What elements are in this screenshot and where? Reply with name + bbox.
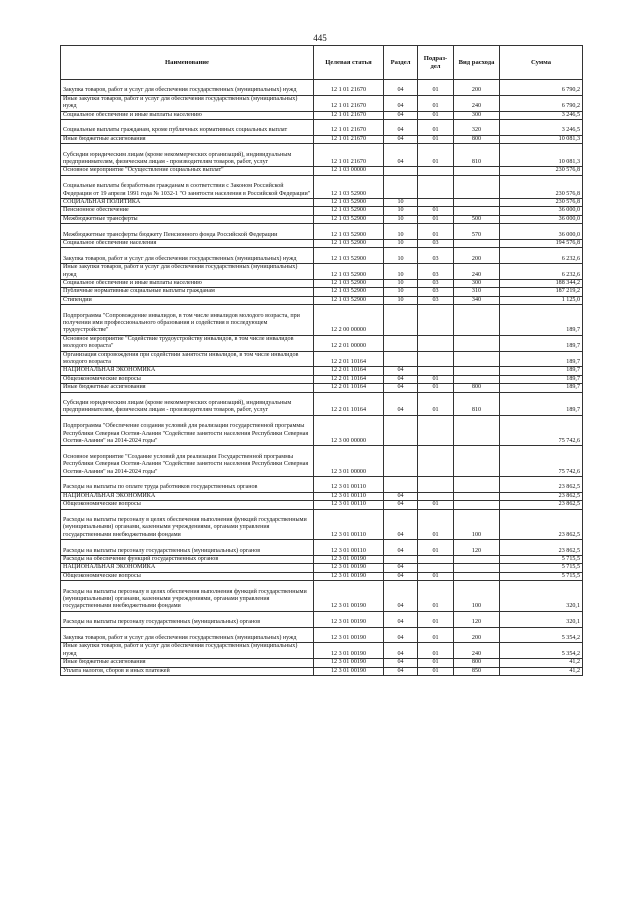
row-subsection-cell: 01 — [418, 375, 454, 383]
row-sum-cell: 5 354,2 — [500, 627, 583, 643]
row-section-cell — [384, 335, 418, 351]
row-section-cell: 10 — [384, 240, 418, 248]
row-sum-cell: 187 219,2 — [500, 288, 583, 296]
table-row — [61, 375, 583, 383]
table-row — [61, 335, 583, 351]
row-type-cell: 120 — [454, 540, 500, 556]
row-code-cell: 12 1 01 21670 — [314, 120, 384, 136]
row-type-cell — [454, 167, 500, 175]
row-name-cell: Межбюджетные трансферты бюджету Пенсионного фонда Российской Федерации — [61, 224, 314, 240]
row-subsection-cell — [418, 305, 454, 336]
row-sum-cell: 10 081,3 — [500, 144, 583, 167]
row-subsection-cell: 01 — [418, 95, 454, 111]
row-section-cell: 04 — [384, 564, 418, 572]
row-name-cell: Социальные выплаты безработным гражданам в соответствии с Законом Российской Федерации от 19 апреля 1991 года № 1032-1 "О занятости населения в Российской Федерации" — [61, 175, 314, 198]
row-sum-cell: 6 790,2 — [500, 80, 583, 96]
row-section-cell: 04 — [384, 581, 418, 612]
row-code-cell: 12 1 03 52900 — [314, 248, 384, 264]
row-sum-cell: 3 246,5 — [500, 120, 583, 136]
row-sum-cell: 189,7 — [500, 384, 583, 392]
row-type-cell — [454, 199, 500, 207]
row-type-cell — [454, 501, 500, 509]
row-code-cell: 12 3 01 00110 — [314, 492, 384, 500]
row-name-cell: НАЦИОНАЛЬНАЯ ЭКОНОМИКА — [61, 492, 314, 500]
row-code-cell: 12 1 01 21670 — [314, 144, 384, 167]
row-code-cell: 12 3 01 00190 — [314, 564, 384, 572]
row-code-cell: 12 1 01 21670 — [314, 135, 384, 143]
row-type-cell: 240 — [454, 264, 500, 280]
row-section-cell: 04 — [384, 144, 418, 167]
row-type-cell: 300 — [454, 280, 500, 288]
row-code-cell: 12 3 01 00110 — [314, 509, 384, 540]
row-type-cell: 500 — [454, 215, 500, 223]
row-sum-cell: 5 715,5 — [500, 556, 583, 564]
row-code-cell: 12 3 01 00110 — [314, 540, 384, 556]
table-row — [61, 135, 583, 143]
row-subsection-cell — [418, 415, 454, 446]
row-code-cell: 12 2 01 10164 — [314, 375, 384, 383]
row-section-cell: 10 — [384, 288, 418, 296]
row-section-cell — [384, 351, 418, 367]
table-row — [61, 288, 583, 296]
row-sum-cell: 1 125,0 — [500, 296, 583, 304]
row-subsection-cell — [418, 446, 454, 477]
table-row — [61, 477, 583, 493]
row-subsection-cell: 01 — [418, 392, 454, 415]
table-row — [61, 95, 583, 111]
row-code-cell: 12 3 01 00190 — [314, 627, 384, 643]
row-subsection-cell: 01 — [418, 611, 454, 627]
row-name-cell: Иные бюджетные ассигнования — [61, 659, 314, 667]
row-section-cell: 04 — [384, 501, 418, 509]
row-name-cell: Закупка товаров, работ и услуг для обеспечения государственных (муниципальных) нужд — [61, 627, 314, 643]
row-section-cell: 04 — [384, 384, 418, 392]
row-code-cell: 12 3 01 00190 — [314, 581, 384, 612]
row-sum-cell: 189,7 — [500, 392, 583, 415]
row-sum-cell: 320,1 — [500, 581, 583, 612]
row-name-cell: Подпрограмма "Сопровождение инвалидов, в том числе инвалидов молодого возраста, при получении ими профессионального образования и содействия в последующем трудоустройстве" — [61, 305, 314, 336]
row-section-cell: 04 — [384, 392, 418, 415]
row-subsection-cell: 01 — [418, 224, 454, 240]
row-subsection-cell: 01 — [418, 627, 454, 643]
row-sum-cell: 41,2 — [500, 667, 583, 675]
row-subsection-cell: 03 — [418, 280, 454, 288]
row-section-cell: 10 — [384, 215, 418, 223]
row-subsection-cell: 03 — [418, 240, 454, 248]
row-section-cell: 04 — [384, 135, 418, 143]
row-subsection-cell: 01 — [418, 384, 454, 392]
row-type-cell — [454, 335, 500, 351]
row-section-cell: 04 — [384, 643, 418, 659]
row-sum-cell: 189,7 — [500, 375, 583, 383]
row-section-cell: 04 — [384, 611, 418, 627]
row-sum-cell: 23 862,5 — [500, 492, 583, 500]
row-sum-cell: 75 742,6 — [500, 446, 583, 477]
row-type-cell: 120 — [454, 611, 500, 627]
header-name: Наименование — [61, 46, 314, 80]
row-sum-cell: 5 715,5 — [500, 564, 583, 572]
row-subsection-cell: 01 — [418, 207, 454, 215]
row-code-cell: 12 3 01 00190 — [314, 611, 384, 627]
row-name-cell: Общеэкономические вопросы — [61, 375, 314, 383]
row-section-cell: 04 — [384, 572, 418, 580]
row-subsection-cell: 03 — [418, 288, 454, 296]
row-type-cell: 300 — [454, 111, 500, 119]
row-name-cell: Подпрограмма "Обеспечение создания условий для реализации государственной программы Республики Северная Осетия-Алания "Содействие занятости населения Республики Северная Осетия-Алания" на 2014-2024 годы" — [61, 415, 314, 446]
row-section-cell: 04 — [384, 540, 418, 556]
row-code-cell: 12 2 01 10164 — [314, 392, 384, 415]
row-type-cell — [454, 175, 500, 198]
row-section-cell: 04 — [384, 120, 418, 136]
row-code-cell: 12 3 01 00110 — [314, 501, 384, 509]
row-subsection-cell — [418, 477, 454, 493]
row-name-cell: Закупка товаров, работ и услуг для обеспечения государственных (муниципальных) нужд — [61, 248, 314, 264]
row-subsection-cell — [418, 351, 454, 367]
row-type-cell: 240 — [454, 643, 500, 659]
table-row — [61, 280, 583, 288]
row-type-cell — [454, 375, 500, 383]
row-subsection-cell: 01 — [418, 643, 454, 659]
row-section-cell: 04 — [384, 667, 418, 675]
row-sum-cell: 230 576,8 — [500, 167, 583, 175]
row-subsection-cell: 03 — [418, 296, 454, 304]
row-subsection-cell: 01 — [418, 135, 454, 143]
row-name-cell: НАЦИОНАЛЬНАЯ ЭКОНОМИКА — [61, 564, 314, 572]
row-section-cell: 04 — [384, 627, 418, 643]
row-sum-cell: 23 862,5 — [500, 477, 583, 493]
table-row — [61, 501, 583, 509]
table-row — [61, 564, 583, 572]
row-subsection-cell: 01 — [418, 111, 454, 119]
row-subsection-cell: 01 — [418, 509, 454, 540]
row-name-cell: Расходы на выплаты персоналу в целях обеспечения выполнения функций государственными (муниципальными) органами, казенными учреждениями, органами управления государственными внебюджетными фондами — [61, 581, 314, 612]
row-subsection-cell — [418, 556, 454, 564]
row-code-cell: 12 3 01 00190 — [314, 667, 384, 675]
row-name-cell: Публичные нормативные социальные выплаты гражданам — [61, 288, 314, 296]
table-row — [61, 611, 583, 627]
row-type-cell: 100 — [454, 581, 500, 612]
row-name-cell: Основное мероприятие "Содействие трудоустройству инвалидов, в том числе инвалидов молодого возраста" — [61, 335, 314, 351]
row-sum-cell: 36 000,0 — [500, 215, 583, 223]
table-row — [61, 224, 583, 240]
table-row — [61, 199, 583, 207]
row-name-cell: Пенсионное обеспечение — [61, 207, 314, 215]
row-subsection-cell — [418, 335, 454, 351]
row-sum-cell: 230 576,8 — [500, 175, 583, 198]
row-subsection-cell: 01 — [418, 120, 454, 136]
row-type-cell: 200 — [454, 80, 500, 96]
table-row — [61, 540, 583, 556]
row-name-cell: Основное мероприятие "Создание условий для реализации Государственной программы Республики Северная Осетия-Алания "Содействие занятости населения Республики Северная Осетия-Алания" на 2014-2024 годы" — [61, 446, 314, 477]
row-sum-cell: 23 862,5 — [500, 501, 583, 509]
table-row — [61, 351, 583, 367]
row-type-cell: 800 — [454, 384, 500, 392]
row-type-cell: 310 — [454, 288, 500, 296]
row-sum-cell: 189,7 — [500, 351, 583, 367]
row-name-cell: Иные бюджетные ассигнования — [61, 135, 314, 143]
row-code-cell: 12 3 01 00190 — [314, 643, 384, 659]
row-subsection-cell: 01 — [418, 581, 454, 612]
row-sum-cell: 5 715,5 — [500, 572, 583, 580]
row-subsection-cell — [418, 199, 454, 207]
page-number: 445 — [313, 33, 327, 43]
row-code-cell: 12 1 03 00000 — [314, 167, 384, 175]
row-section-cell: 10 — [384, 207, 418, 215]
row-name-cell: Субсидии юридическим лицам (кроме некоммерческих организаций), индивидуальным предпринимателям, физическим лицам - производителям товаров, работ, услуг — [61, 144, 314, 167]
row-type-cell: 810 — [454, 144, 500, 167]
row-section-cell — [384, 477, 418, 493]
row-code-cell: 12 1 03 52900 — [314, 296, 384, 304]
table-row — [61, 305, 583, 336]
row-section-cell — [384, 167, 418, 175]
row-sum-cell: 41,2 — [500, 659, 583, 667]
row-name-cell: Уплата налогов, сборов и иных платежей — [61, 667, 314, 675]
table-row — [61, 111, 583, 119]
row-section-cell: 04 — [384, 95, 418, 111]
table-row — [61, 659, 583, 667]
row-sum-cell: 75 742,6 — [500, 415, 583, 446]
row-sum-cell: 6 232,6 — [500, 248, 583, 264]
table-row — [61, 492, 583, 500]
row-name-cell: Основное мероприятие "Осуществление социальных выплат" — [61, 167, 314, 175]
row-type-cell — [454, 305, 500, 336]
row-name-cell: Расходы на выплаты персоналу государственных (муниципальных) органов — [61, 540, 314, 556]
row-section-cell: 04 — [384, 492, 418, 500]
table-row — [61, 581, 583, 612]
row-code-cell: 12 1 03 52900 — [314, 224, 384, 240]
row-sum-cell: 23 862,5 — [500, 540, 583, 556]
row-subsection-cell: 01 — [418, 80, 454, 96]
table-row — [61, 415, 583, 446]
row-sum-cell: 23 862,5 — [500, 509, 583, 540]
row-section-cell: 04 — [384, 375, 418, 383]
row-type-cell — [454, 367, 500, 375]
row-sum-cell: 6 232,6 — [500, 264, 583, 280]
header-type: Вид расхода — [454, 46, 500, 80]
row-subsection-cell — [418, 564, 454, 572]
table-row — [61, 446, 583, 477]
row-type-cell — [454, 556, 500, 564]
row-code-cell: 12 1 03 52900 — [314, 175, 384, 198]
row-type-cell: 200 — [454, 248, 500, 264]
row-name-cell: НАЦИОНАЛЬНАЯ ЭКОНОМИКА — [61, 367, 314, 375]
row-code-cell: 12 1 03 52900 — [314, 264, 384, 280]
row-sum-cell: 189,7 — [500, 305, 583, 336]
row-subsection-cell: 01 — [418, 540, 454, 556]
row-type-cell: 100 — [454, 509, 500, 540]
row-code-cell: 12 1 01 21670 — [314, 111, 384, 119]
row-section-cell: 04 — [384, 111, 418, 119]
row-sum-cell: 189,7 — [500, 367, 583, 375]
row-code-cell: 12 2 01 00000 — [314, 335, 384, 351]
row-code-cell: 12 1 01 21670 — [314, 95, 384, 111]
row-name-cell: Расходы на выплаты персоналу в целях обеспечения выполнения функций государственными (муниципальными) органами, казенными учреждениями, органами управления государственными внебюджетными фондами — [61, 509, 314, 540]
table-row — [61, 240, 583, 248]
row-type-cell — [454, 446, 500, 477]
table-row — [61, 175, 583, 198]
row-type-cell: 320 — [454, 120, 500, 136]
row-sum-cell: 6 790,2 — [500, 95, 583, 111]
row-code-cell: 12 2 01 10164 — [314, 384, 384, 392]
row-type-cell — [454, 207, 500, 215]
row-type-cell: 800 — [454, 659, 500, 667]
row-section-cell: 04 — [384, 659, 418, 667]
row-section-cell: 10 — [384, 224, 418, 240]
row-section-cell: 04 — [384, 80, 418, 96]
row-code-cell: 12 3 01 00000 — [314, 446, 384, 477]
row-name-cell: Расходы на выплаты по оплате труда работников государственных органов — [61, 477, 314, 493]
row-name-cell: Общеэкономические вопросы — [61, 501, 314, 509]
row-sum-cell: 36 000,0 — [500, 224, 583, 240]
row-sum-cell: 5 354,2 — [500, 643, 583, 659]
row-name-cell: Межбюджетные трансферты — [61, 215, 314, 223]
row-subsection-cell — [418, 492, 454, 500]
row-sum-cell: 188 344,2 — [500, 280, 583, 288]
row-name-cell: Общеэкономические вопросы — [61, 572, 314, 580]
row-code-cell: 12 1 03 52900 — [314, 215, 384, 223]
row-section-cell — [384, 305, 418, 336]
row-code-cell: 12 1 03 52900 — [314, 288, 384, 296]
row-name-cell: СОЦИАЛЬНАЯ ПОЛИТИКА — [61, 199, 314, 207]
row-name-cell: Социальное обеспечение и иные выплаты населению — [61, 280, 314, 288]
row-name-cell: Субсидии юридическим лицам (кроме некоммерческих организаций), индивидуальным предпринимателям, физическим лицам - производителям товаров, работ, услуг — [61, 392, 314, 415]
row-type-cell — [454, 240, 500, 248]
row-subsection-cell — [418, 367, 454, 375]
table-row — [61, 384, 583, 392]
row-name-cell: Социальные выплаты гражданам, кроме публичных нормативных социальных выплат — [61, 120, 314, 136]
row-section-cell: 04 — [384, 509, 418, 540]
row-subsection-cell — [418, 175, 454, 198]
row-subsection-cell: 03 — [418, 264, 454, 280]
row-type-cell: 200 — [454, 627, 500, 643]
row-code-cell: 12 1 03 52900 — [314, 280, 384, 288]
table-row — [61, 367, 583, 375]
row-subsection-cell: 01 — [418, 215, 454, 223]
header-code: Целевая статья — [314, 46, 384, 80]
row-name-cell: Иные закупки товаров, работ и услуг для обеспечения государственных (муниципальных) нужд — [61, 643, 314, 659]
row-type-cell — [454, 351, 500, 367]
row-name-cell: Иные закупки товаров, работ и услуг для обеспечения государственных (муниципальных) нужд — [61, 95, 314, 111]
table-row — [61, 144, 583, 167]
row-type-cell — [454, 477, 500, 493]
row-sum-cell: 194 576,8 — [500, 240, 583, 248]
table-row — [61, 627, 583, 643]
table-row — [61, 392, 583, 415]
row-code-cell: 12 3 01 00190 — [314, 572, 384, 580]
table-row — [61, 556, 583, 564]
table-row — [61, 509, 583, 540]
table-row — [61, 296, 583, 304]
row-type-cell — [454, 415, 500, 446]
row-type-cell: 340 — [454, 296, 500, 304]
row-sum-cell: 320,1 — [500, 611, 583, 627]
row-code-cell: 12 3 01 00190 — [314, 556, 384, 564]
table-row — [61, 264, 583, 280]
table-row — [61, 215, 583, 223]
row-sum-cell: 10 081,3 — [500, 135, 583, 143]
row-section-cell: 10 — [384, 296, 418, 304]
row-section-cell: 10 — [384, 280, 418, 288]
row-code-cell: 12 3 00 00000 — [314, 415, 384, 446]
row-type-cell: 810 — [454, 392, 500, 415]
row-section-cell — [384, 415, 418, 446]
row-sum-cell: 36 000,0 — [500, 207, 583, 215]
row-section-cell — [384, 175, 418, 198]
row-section-cell: 10 — [384, 199, 418, 207]
table-row — [61, 120, 583, 136]
row-name-cell: Социальное обеспечение населения — [61, 240, 314, 248]
table-row — [61, 80, 583, 96]
row-section-cell — [384, 556, 418, 564]
row-subsection-cell: 01 — [418, 144, 454, 167]
row-section-cell: 10 — [384, 248, 418, 264]
table-row — [61, 572, 583, 580]
row-code-cell: 12 3 01 00110 — [314, 477, 384, 493]
row-subsection-cell: 03 — [418, 248, 454, 264]
row-type-cell — [454, 572, 500, 580]
row-section-cell — [384, 446, 418, 477]
table-row — [61, 667, 583, 675]
row-type-cell — [454, 564, 500, 572]
row-name-cell: Закупка товаров, работ и услуг для обеспечения государственных (муниципальных) нужд — [61, 80, 314, 96]
row-type-cell: 240 — [454, 95, 500, 111]
row-type-cell: 800 — [454, 135, 500, 143]
row-code-cell: 12 2 01 10164 — [314, 351, 384, 367]
table-row — [61, 167, 583, 175]
row-name-cell: Расходы на выплаты персоналу государственных (муниципальных) органов — [61, 611, 314, 627]
table-header-row — [61, 46, 583, 80]
row-code-cell: 12 3 01 00190 — [314, 659, 384, 667]
header-section: Раздел — [384, 46, 418, 80]
row-type-cell: 570 — [454, 224, 500, 240]
row-code-cell: 12 1 03 52900 — [314, 207, 384, 215]
header-subsection: Подраз-дел — [418, 46, 454, 80]
row-subsection-cell — [418, 167, 454, 175]
table-row — [61, 207, 583, 215]
row-name-cell: Иные бюджетные ассигнования — [61, 384, 314, 392]
row-code-cell: 12 1 01 21670 — [314, 80, 384, 96]
row-name-cell: Социальное обеспечение и иные выплаты населению — [61, 111, 314, 119]
row-type-cell — [454, 492, 500, 500]
row-name-cell: Иные закупки товаров, работ и услуг для обеспечения государственных (муниципальных) нужд — [61, 264, 314, 280]
row-subsection-cell: 01 — [418, 667, 454, 675]
row-code-cell: 12 2 01 10164 — [314, 367, 384, 375]
row-sum-cell: 189,7 — [500, 335, 583, 351]
row-name-cell: Стипендии — [61, 296, 314, 304]
row-name-cell: Расходы на обеспечение функций государственных органов — [61, 556, 314, 564]
row-sum-cell: 230 576,8 — [500, 199, 583, 207]
row-code-cell: 12 2 00 00000 — [314, 305, 384, 336]
row-code-cell: 12 1 03 52900 — [314, 240, 384, 248]
row-code-cell: 12 1 03 52900 — [314, 199, 384, 207]
row-subsection-cell: 01 — [418, 501, 454, 509]
table-row — [61, 643, 583, 659]
budget-table — [60, 45, 583, 676]
row-subsection-cell: 01 — [418, 659, 454, 667]
row-sum-cell: 3 246,5 — [500, 111, 583, 119]
row-section-cell: 10 — [384, 264, 418, 280]
row-section-cell: 04 — [384, 367, 418, 375]
row-name-cell: Организация сопровождения при содействии занятости инвалидов, в том числе инвалидов молодого возраста — [61, 351, 314, 367]
table-body — [61, 80, 583, 676]
header-sum: Сумма — [500, 46, 583, 80]
table-row — [61, 248, 583, 264]
row-subsection-cell: 01 — [418, 572, 454, 580]
row-type-cell: 850 — [454, 667, 500, 675]
